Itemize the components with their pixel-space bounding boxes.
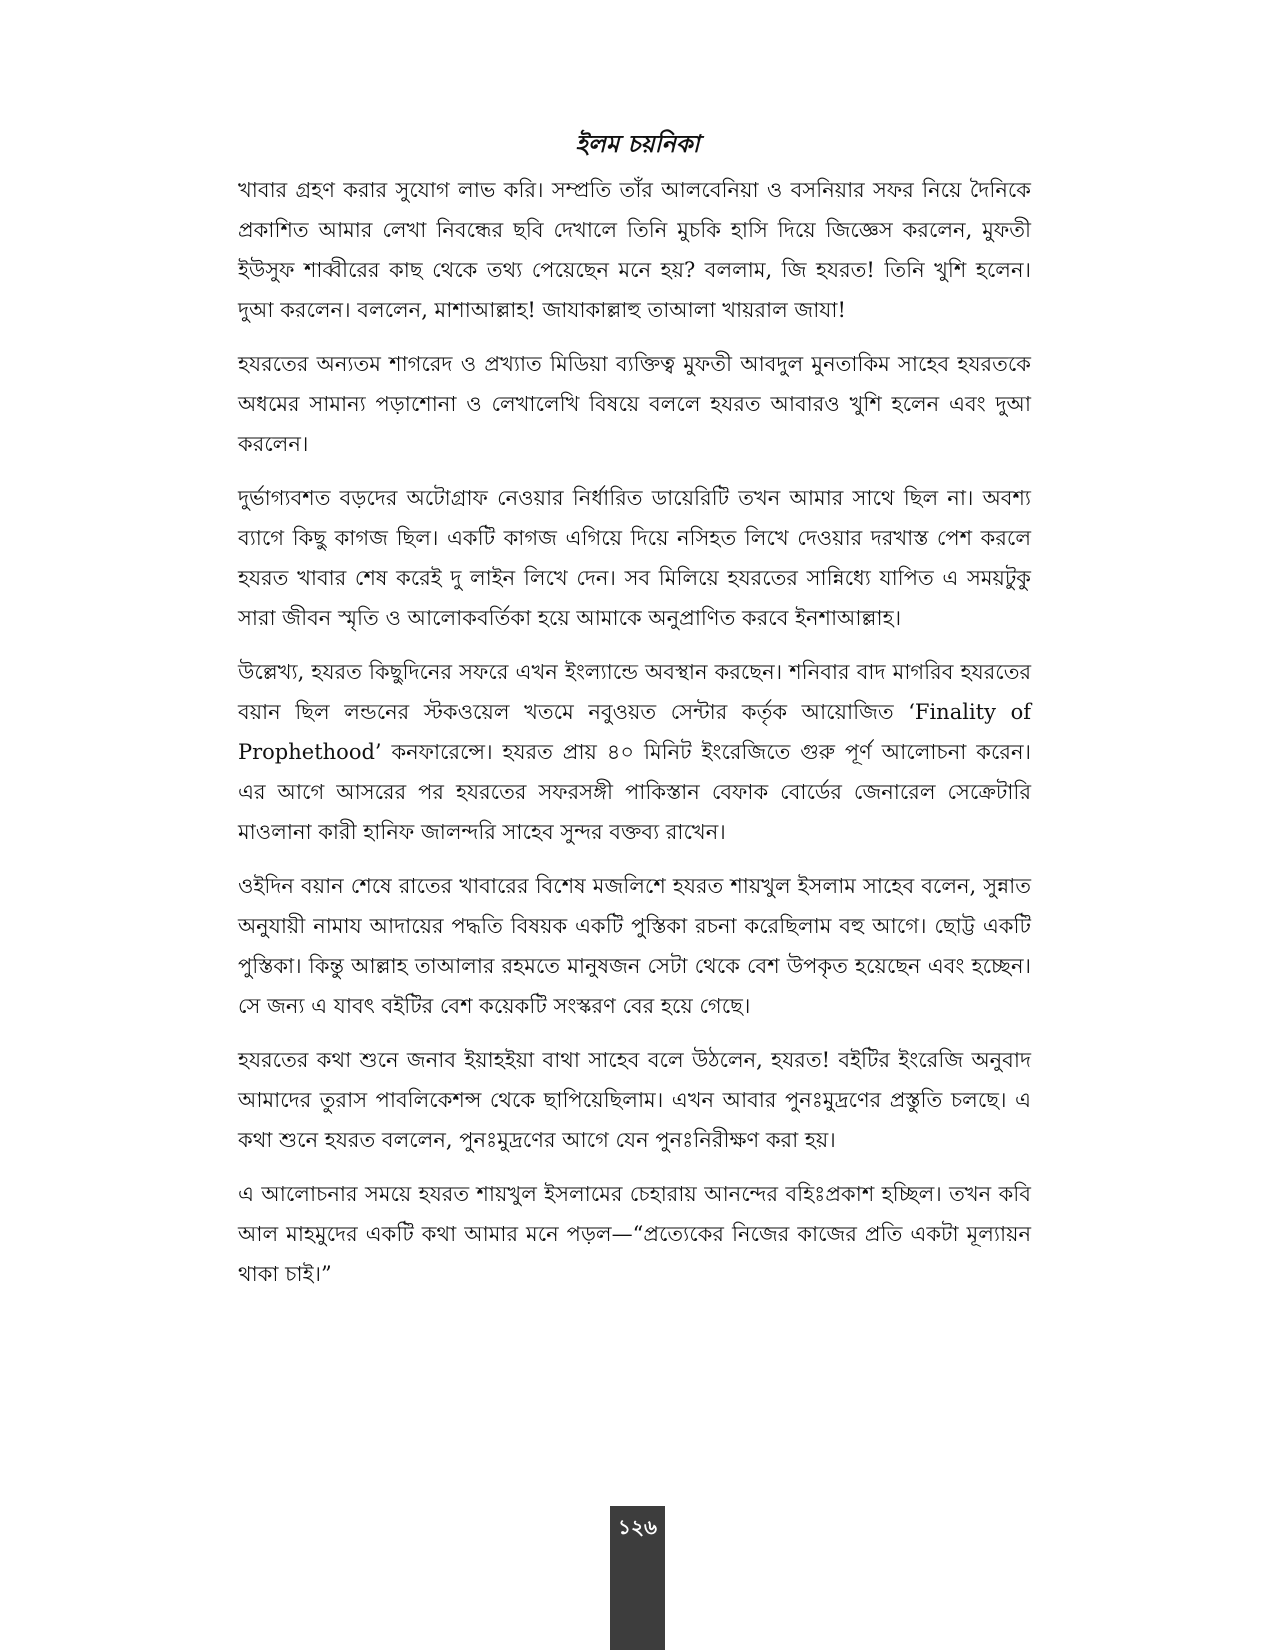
paragraph: হযরতের অন্যতম শাগরেদ ও প্রখ্যাত মিডিয়া ব্যক্তিত্ব মুফতী আবদুল মুনতাকিম সাহেব হযরতকে অধমের সামান্য পড়াশোনা ও লেখালেখি বিষয়ে বললে হযরত আবারও খুশি হলেন এবং দুআ করলেন।	[238, 352, 1031, 456]
body-text	[238, 170, 1031, 1308]
paragraph: খাবার গ্রহণ করার সুযোগ লাভ করি। সম্প্রতি তাঁর আলবেনিয়া ও বসনিয়ার সফর নিয়ে দৈনিকে প্রকাশিত আমার লেখা নিবন্ধের ছবি দেখালে তিনি মুচকি হাসি দিয়ে জিজ্ঞেস করলেন, মুফতী ইউসুফ শাব্বীরের কাছ থেকে তথ্য পেয়েছেন মনে হয়? বললাম, জি হযরত! তিনি খুশি হলেন। দুআ করলেন। বললেন, মাশাআল্লাহ! জাযাকাল্লাহু তাআলা খায়রাল জাযা!	[238, 178, 1031, 322]
running-header-title: ইলম চয়নিকা	[575, 129, 700, 158]
paragraph: দুর্ভাগ্যবশত বড়দের অটোগ্রাফ নেওয়ার নির্ধারিত ডায়েরিটি তখন আমার সাথে ছিল না। অবশ্য ব্যাগে কিছু কাগজ ছিল। একটি কাগজ এগিয়ে দিয়ে নসিহত লিখে দেওয়ার দরখাস্ত পেশ করলে হযরত খাবার শেষ করেই দু লাইন লিখে দেন। সব মিলিয়ে হযরতের সান্নিধ্যে যাপিত এ সময়টুকু সারা জীবন স্মৃতি ও আলোকবর্তিকা হয়ে আমাকে অনুপ্রাণিত করবে ইনশাআল্লাহ।	[238, 486, 1031, 630]
paragraph: এ আলোচনার সময়ে হযরত শায়খুল ইসলামের চেহারায় আনন্দের বহিঃপ্রকাশ হচ্ছিল। তখন কবি আল মাহমুদের একটি কথা আমার মনে পড়ল—“প্রত্যেকের নিজের কাজের প্রতি একটা মূল্যায়ন থাকা চাই।”	[238, 1182, 1031, 1286]
page-number: ১২৬	[618, 1515, 657, 1539]
paragraph: ওইদিন বয়ান শেষে রাতের খাবারের বিশেষ মজলিশে হযরত শায়খুল ইসলাম সাহেব বলেন, সুন্নাত অনুযায়ী নামায আদায়ের পদ্ধতি বিষয়ক একটি পুস্তিকা রচনা করেছিলাম বহু আগে। ছোট্ট একটি পুস্তিকা। কিন্তু আল্লাহ তাআলার রহমতে মানুষজন সেটা থেকে বেশ উপকৃত হয়েছেন এবং হচ্ছেন। সে জন্য এ যাবৎ বইটির বেশ কয়েকটি সংস্করণ বের হয়ে গেছে।	[238, 874, 1031, 1018]
page-number-tab	[610, 1506, 665, 1650]
paragraph: উল্লেখ্য, হযরত কিছুদিনের সফরে এখন ইংল্যান্ডে অবস্থান করছেন। শনিবার বাদ মাগরিব হযরতের বয়ান ছিল লন্ডনের স্টকওয়েল খতমে নবুওয়ত সেন্টার কর্তৃক আয়োজিত ‘Finality of Prophethood’ কনফারেন্সে। হযরত প্রায় ৪০ মিনিট ইংরেজিতে গুরু পূর্ণ আলোচনা করেন। এর আগে আসরের পর হযরতের সফরসঙ্গী পাকিস্তান বেফাক বোর্ডের জেনারেল সেক্রেটারি মাওলানা কারী হানিফ জালন্দরি সাহেব সুন্দর বক্তব্য রাখেন।	[238, 660, 1031, 844]
paragraph: হযরতের কথা শুনে জনাব ইয়াহইয়া বাথা সাহেব বলে উঠলেন, হযরত! বইটির ইংরেজি অনুবাদ আমাদের তুরাস পাবলিকেশন্স থেকে ছাপিয়েছিলাম। এখন আবার পুনঃমুদ্রণের প্রস্তুতি চলছে। এ কথা শুনে হযরত বললেন, পুনঃমুদ্রণের আগে যেন পুনঃনিরীক্ষণ করা হয়।	[238, 1048, 1031, 1152]
